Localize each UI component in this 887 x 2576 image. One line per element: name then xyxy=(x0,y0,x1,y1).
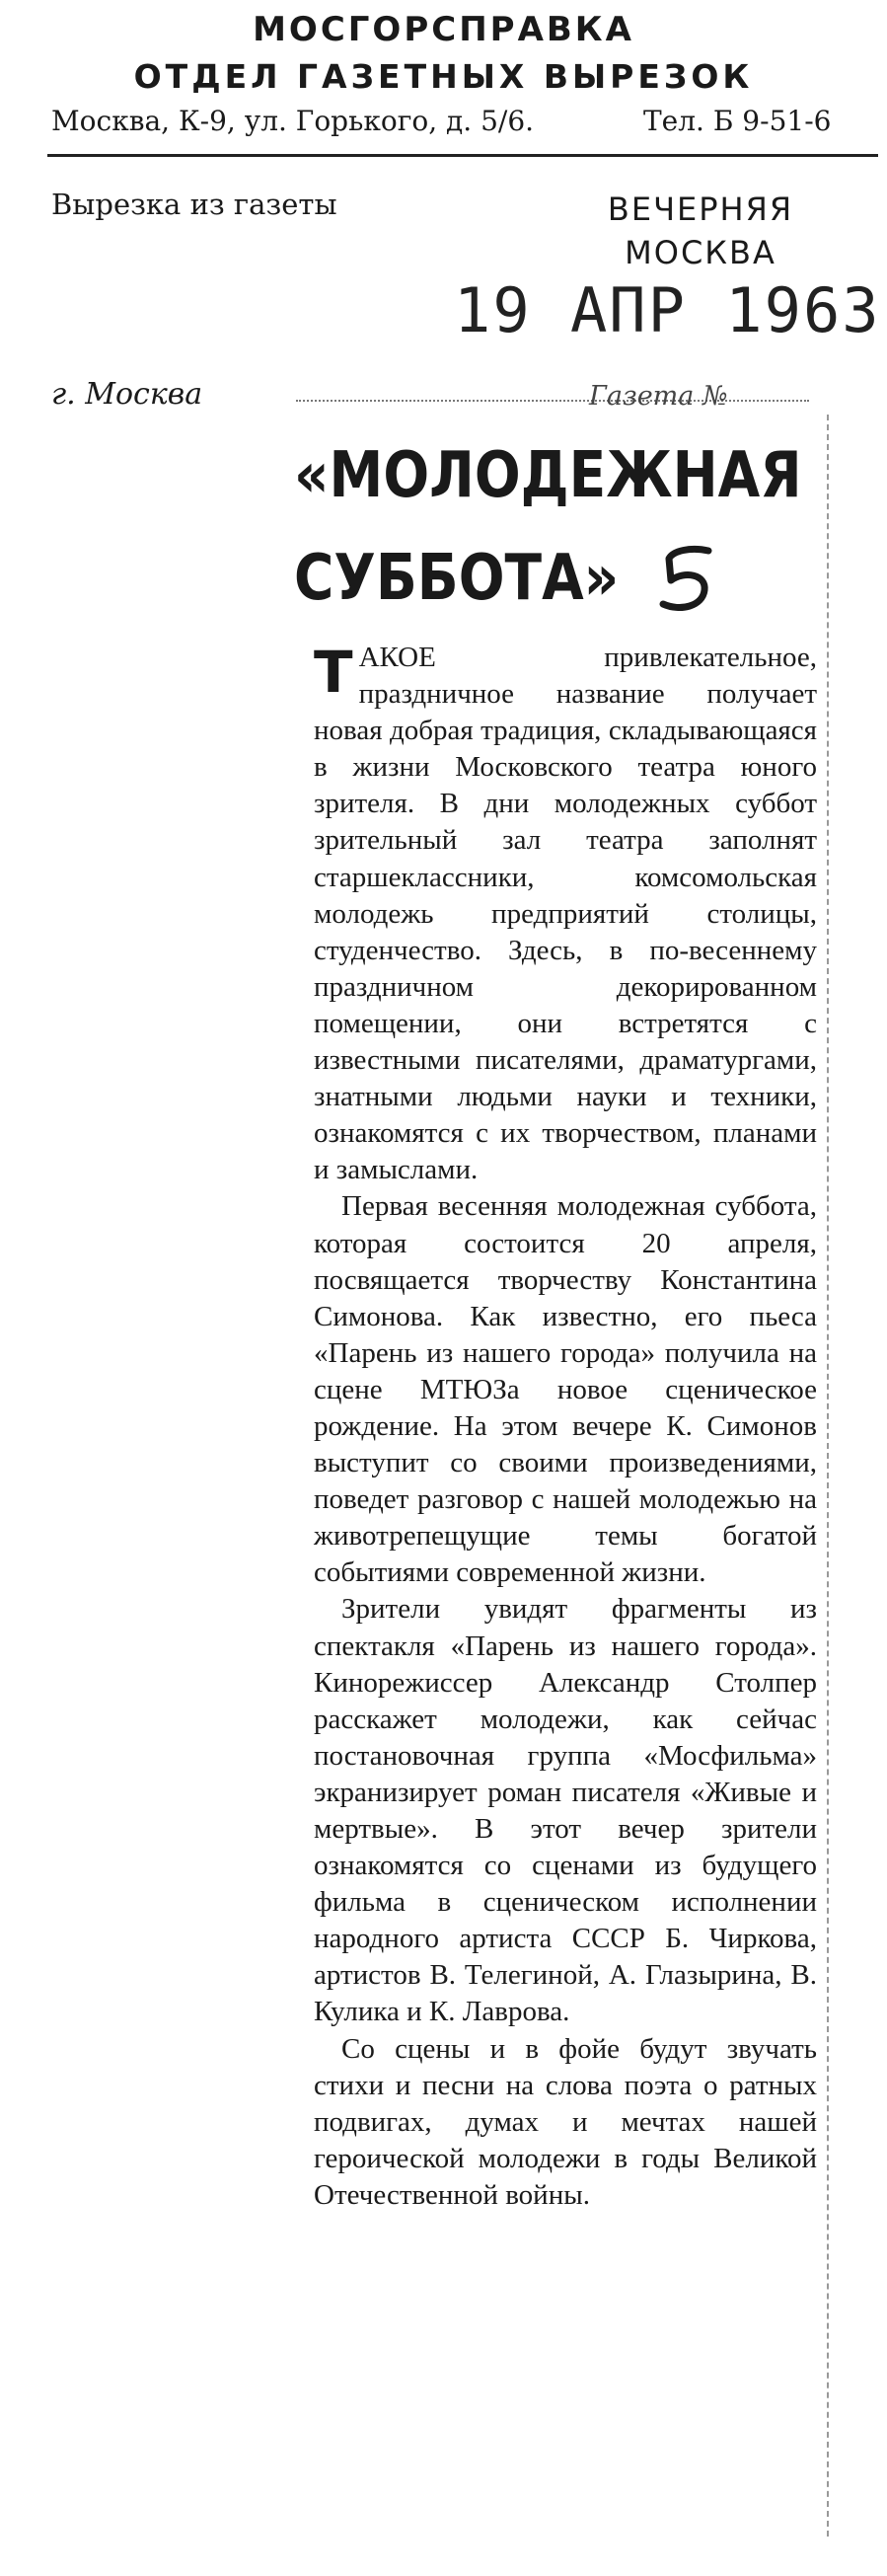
paragraph-1-text: АКОЕ привлекательное, праздничное название получает новая добрая традиция, складывающаяся в жизни Московского театра юного зрителя. В дни молодежных суббот зрительный зал театра заполнят старшеклассники, комсомольская молодежь предприятий столицы, студенчество. Здесь, в по-весеннему праздничном декорированном помещении, они встретятся с известными писателями, драматургами, знатными людьми науки и техники, ознакомятся с их творчеством, планами и замыслами. xyxy=(314,642,817,1186)
city-label: г. Москва xyxy=(51,377,203,412)
article-paragraph-2: Первая весенняя молодежная суббота, которая состоится 20 апреля, посвящается творчеству Константина Симонова. Как известно, его пьеса «Парень из нашего города» получила на сцене МТЮЗа новое сценическое рождение. На этом вечере К. Симонов выступит со своими произведениями, поведет разговор с нашей молодежью на животрепещущие темы богатой событиями современной жизни. xyxy=(314,1190,817,1589)
organization-title: МОСГОРСПРАВКА xyxy=(253,10,634,49)
paper-number-label: Газета № xyxy=(589,381,728,412)
address-line: Москва, К-9, ул. Горького, д. 5/6. xyxy=(51,105,535,137)
newspaper-name-line2: МОСКВА xyxy=(625,234,776,271)
article-paragraph-3: Зрители увидят фрагменты из спектакля «Парень из нашего города». Кинорежиссер Александр Столпер расскажет молодежи, как сейчас постановочная группа «Мосфильма» экранизирует роман писателя «Живые и мертвые». В этот вечер зрители ознакомятся со сценами из будущего фильма в сценическом исполнении народного артиста СССР Б. Чиркова, артистов В. Телегиной, А. Глазырина, В. Кулика и К. Лаврова. xyxy=(314,1593,817,2028)
drop-cap: Т xyxy=(314,639,353,706)
date-stamp: 19 АПР 1963 xyxy=(454,274,881,346)
headline-line-2: СУББОТА» xyxy=(294,542,620,615)
headline-line-1: «МОЛОДЕЖНАЯ xyxy=(294,439,802,512)
clipping-label: Вырезка из газеты xyxy=(51,188,337,221)
article-paragraph-4: Со сцены и в фойе будут звучать стихи и песни на слова поэта о ратных подвигах, думах и мечтах нашей героической молодежи в годы Великой Отечественной войны. xyxy=(314,2032,817,2211)
handwritten-mark-icon xyxy=(651,541,726,618)
newspaper-name-line1: ВЕЧЕРНЯЯ xyxy=(607,190,794,228)
phone-line: Тел. Б 9-51-6 xyxy=(643,105,832,137)
article-paragraph-1 xyxy=(314,640,817,1188)
clipping-cut-edge xyxy=(827,415,829,2537)
department-title: ОТДЕЛ ГАЗЕТНЫХ ВЫРЕЗОК xyxy=(133,57,754,96)
newspaper-name xyxy=(553,188,849,274)
article-body xyxy=(314,640,817,2214)
header-divider xyxy=(47,154,878,157)
paper-number-rule xyxy=(296,400,809,402)
